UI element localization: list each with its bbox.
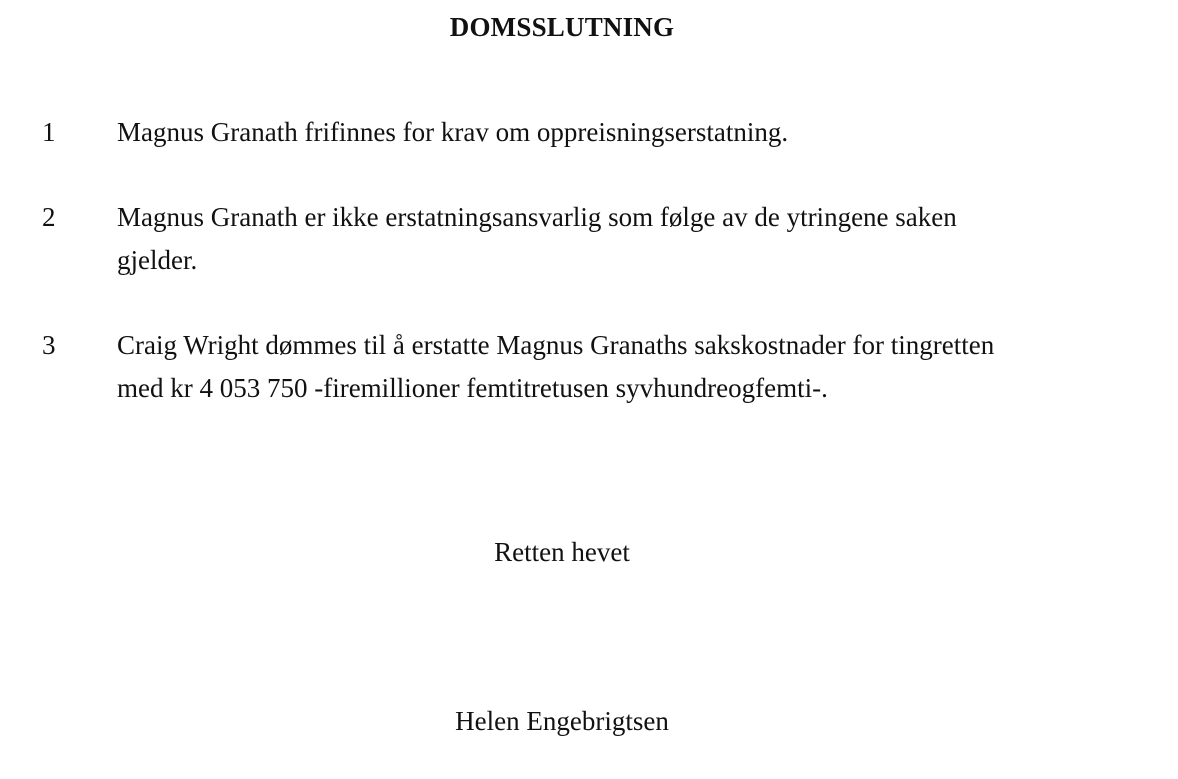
judge-signature-name: Helen Engebrigtsen — [455, 706, 669, 736]
item-number: 3 — [42, 330, 56, 360]
item-text-line: gjelder. — [117, 245, 198, 275]
item-text — [117, 324, 1147, 410]
item-text — [117, 111, 1147, 154]
item-text-line: Craig Wright dømmes til å erstatte Magnus Granaths sakskostnader for tingretten — [117, 330, 995, 360]
item-number: 1 — [42, 117, 56, 147]
item-text-line: Magnus Granath frifinnes for krav om oppreisningserstatning. — [117, 117, 789, 147]
document-title: DOMSSLUTNING — [449, 12, 675, 42]
item-number: 2 — [42, 202, 56, 232]
item-text — [117, 196, 1147, 282]
item-text-line: Magnus Granath er ikke erstatningsansvarlig som følge av de ytringene saken — [117, 202, 957, 232]
item-text-line: med kr 4 053 750 -firemillioner femtitretusen syvhundreogfemti-. — [117, 373, 828, 403]
closing-statement: Retten hevet — [494, 537, 630, 567]
